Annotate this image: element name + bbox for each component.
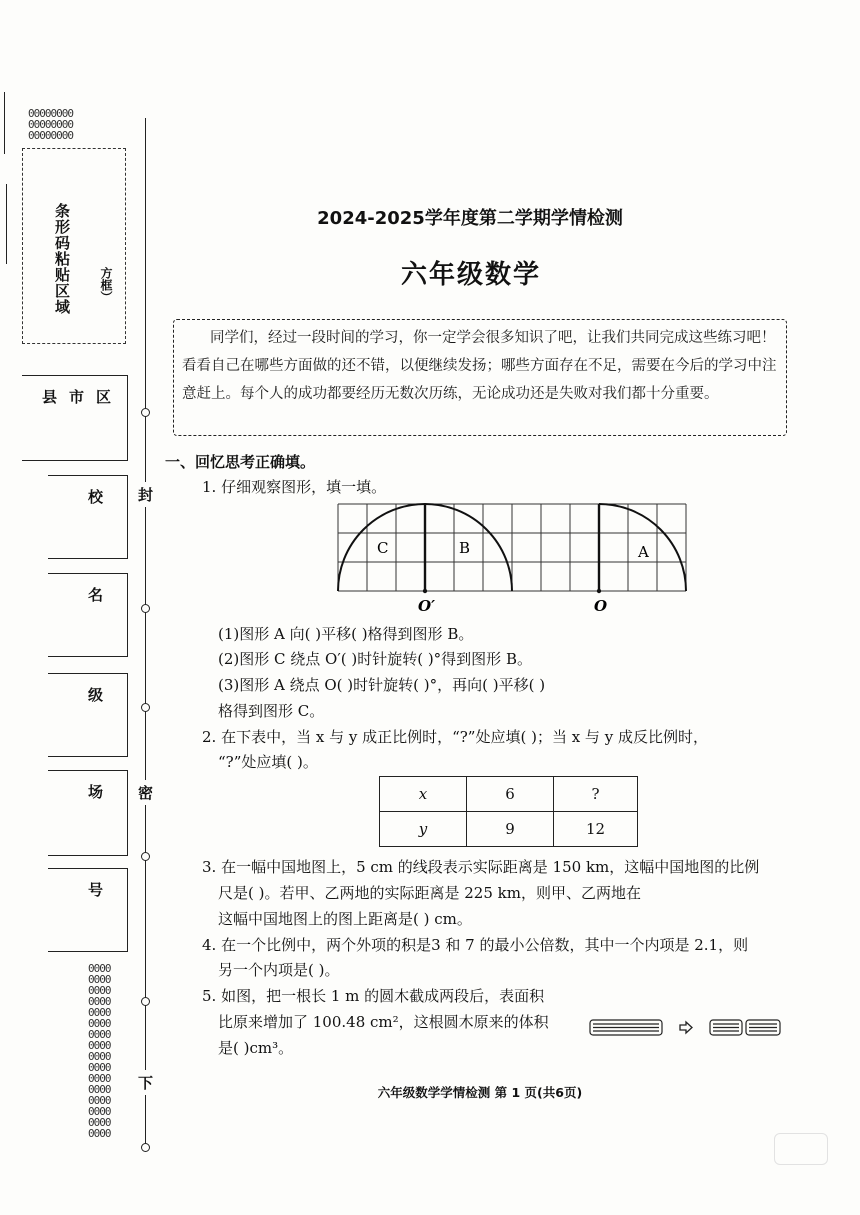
seal-circle-4: [141, 852, 150, 861]
q2-line1: 2. 在下表中，当 x 与 y 成正比例时，“?”处应填( )；当 x 与 y 成反比例时，: [202, 728, 708, 746]
q3-line1: 3. 在一幅中国地图上，5 cm 的线段表示实际距离是 150 km，这幅中国地图的比例: [202, 858, 760, 876]
seal-circle-5: [141, 997, 150, 1006]
field-school[interactable]: [48, 475, 128, 559]
subject-title: 六年级数学: [400, 260, 541, 290]
punch-holes-bottom: 0000 0000 0000 0000 0000 0000 0000 0000 0000 0000 0000 0000 0000 0000 0000 0000: [88, 962, 111, 1140]
point-o: [597, 589, 601, 593]
seal-circle-6: [141, 1143, 150, 1152]
point-o-prime: [423, 589, 427, 593]
punch-holes-top: 00000000 00000000 00000000: [28, 107, 73, 142]
table-cell-y1: 9: [467, 812, 554, 847]
seal-circle-3: [141, 703, 150, 712]
q3-line3: 这幅中国地图上的图上距离是( ) cm。: [218, 910, 472, 928]
point-o-label: O: [594, 597, 608, 615]
binding-line-outer: [4, 92, 5, 154]
table-cell-x1: 6: [467, 777, 554, 812]
q1-part1: (1)图形 A 向( )平移( )格得到图形 B。: [218, 625, 474, 643]
q5-line2: 比原来增加了 100.48 cm²，这根圆木原来的体积: [218, 1013, 549, 1031]
seal-circle-2: [141, 604, 150, 613]
intro-box: 同学们，经过一段时间的学习，你一定学会很多知识了吧，让我们共同完成这些练习吧！看看自己在哪些方面做的还不错，以便继续发扬；哪些方面存在不足，需要在今后的学习中注意赶上。每个人的成功都要经历无数次历练，无论成功还是失败对我们都十分重要。: [173, 319, 787, 436]
q5-line1: 5. 如图，把一根长 1 m 的圆木截成两段后，表面积: [202, 987, 545, 1005]
q5-line3: 是( )cm³。: [218, 1039, 294, 1057]
log-whole-icon: [590, 1020, 662, 1035]
field-class-label: 级: [87, 686, 113, 704]
table-row-x: [380, 777, 638, 812]
q1-part2: (2)图形 C 绕点 O′( )时针旋转( )°得到图形 B。: [218, 650, 532, 668]
field-seat-number-label: 号: [87, 881, 113, 899]
barcode-note: 方框）: [99, 267, 113, 303]
table-header-x: x: [380, 777, 467, 812]
page-footer: 六年级数学学情检测 第 1 页(共6页): [377, 1085, 583, 1100]
field-class[interactable]: [48, 673, 128, 757]
table-header-y: y: [380, 812, 467, 847]
exam-title: 2024-2025学年度第二学期学情检测: [317, 208, 623, 229]
field-district[interactable]: [22, 375, 128, 461]
q1-part3-cont: 格得到图形 C。: [218, 702, 325, 720]
q3-line2: 尺是( )。若甲、乙两地的实际距离是 225 km，则甲、乙两地在: [218, 884, 641, 902]
q2-line2: “?”处应填( )。: [218, 753, 318, 771]
field-name-label: 名: [87, 586, 113, 604]
field-school-label: 校: [87, 488, 113, 506]
field-exam-room[interactable]: [48, 770, 128, 856]
table-cell-x2[interactable]: ?: [554, 777, 638, 812]
q1-part3: (3)图形 A 绕点 O( )时针旋转( )°，再向( )平移( ): [218, 676, 546, 694]
barcode-label: 条形码粘贴区域: [53, 203, 71, 315]
section-1-title: 一、回忆思考正确填。: [165, 453, 316, 471]
seal-circle-1: [141, 408, 150, 417]
arrow-right-icon: [680, 1022, 692, 1033]
barcode-area: [22, 148, 126, 344]
label-b: B: [459, 539, 471, 557]
q1-grid-figure: [330, 498, 692, 618]
watermark-logo-icon: [774, 1133, 828, 1165]
seal-char-feng: 封: [138, 482, 153, 507]
field-name[interactable]: [48, 573, 128, 657]
q4-line1: 4. 在一个比例中，两个外项的积是3 和 7 的最小公倍数，其中一个内项是 2.1，则: [202, 936, 749, 954]
field-exam-room-label: 场: [87, 783, 113, 801]
q2-table: [379, 776, 638, 847]
table-cell-y2: 12: [554, 812, 638, 847]
table-row-y: [380, 812, 638, 847]
label-a: A: [638, 543, 649, 561]
seal-char-mi: 密: [138, 780, 153, 805]
point-o-prime-label: O′: [418, 597, 436, 615]
seal-char-xia: 下: [138, 1070, 153, 1095]
field-district-label: 县市区: [41, 388, 123, 406]
q5-log-figure: [588, 1017, 784, 1039]
log-cut-icon: [710, 1020, 780, 1035]
q4-line2: 另一个内项是( )。: [218, 961, 340, 979]
field-seat-number[interactable]: [48, 868, 128, 952]
q1-stem: 1. 仔细观察图形，填一填。: [202, 478, 387, 496]
label-c: C: [377, 539, 389, 557]
